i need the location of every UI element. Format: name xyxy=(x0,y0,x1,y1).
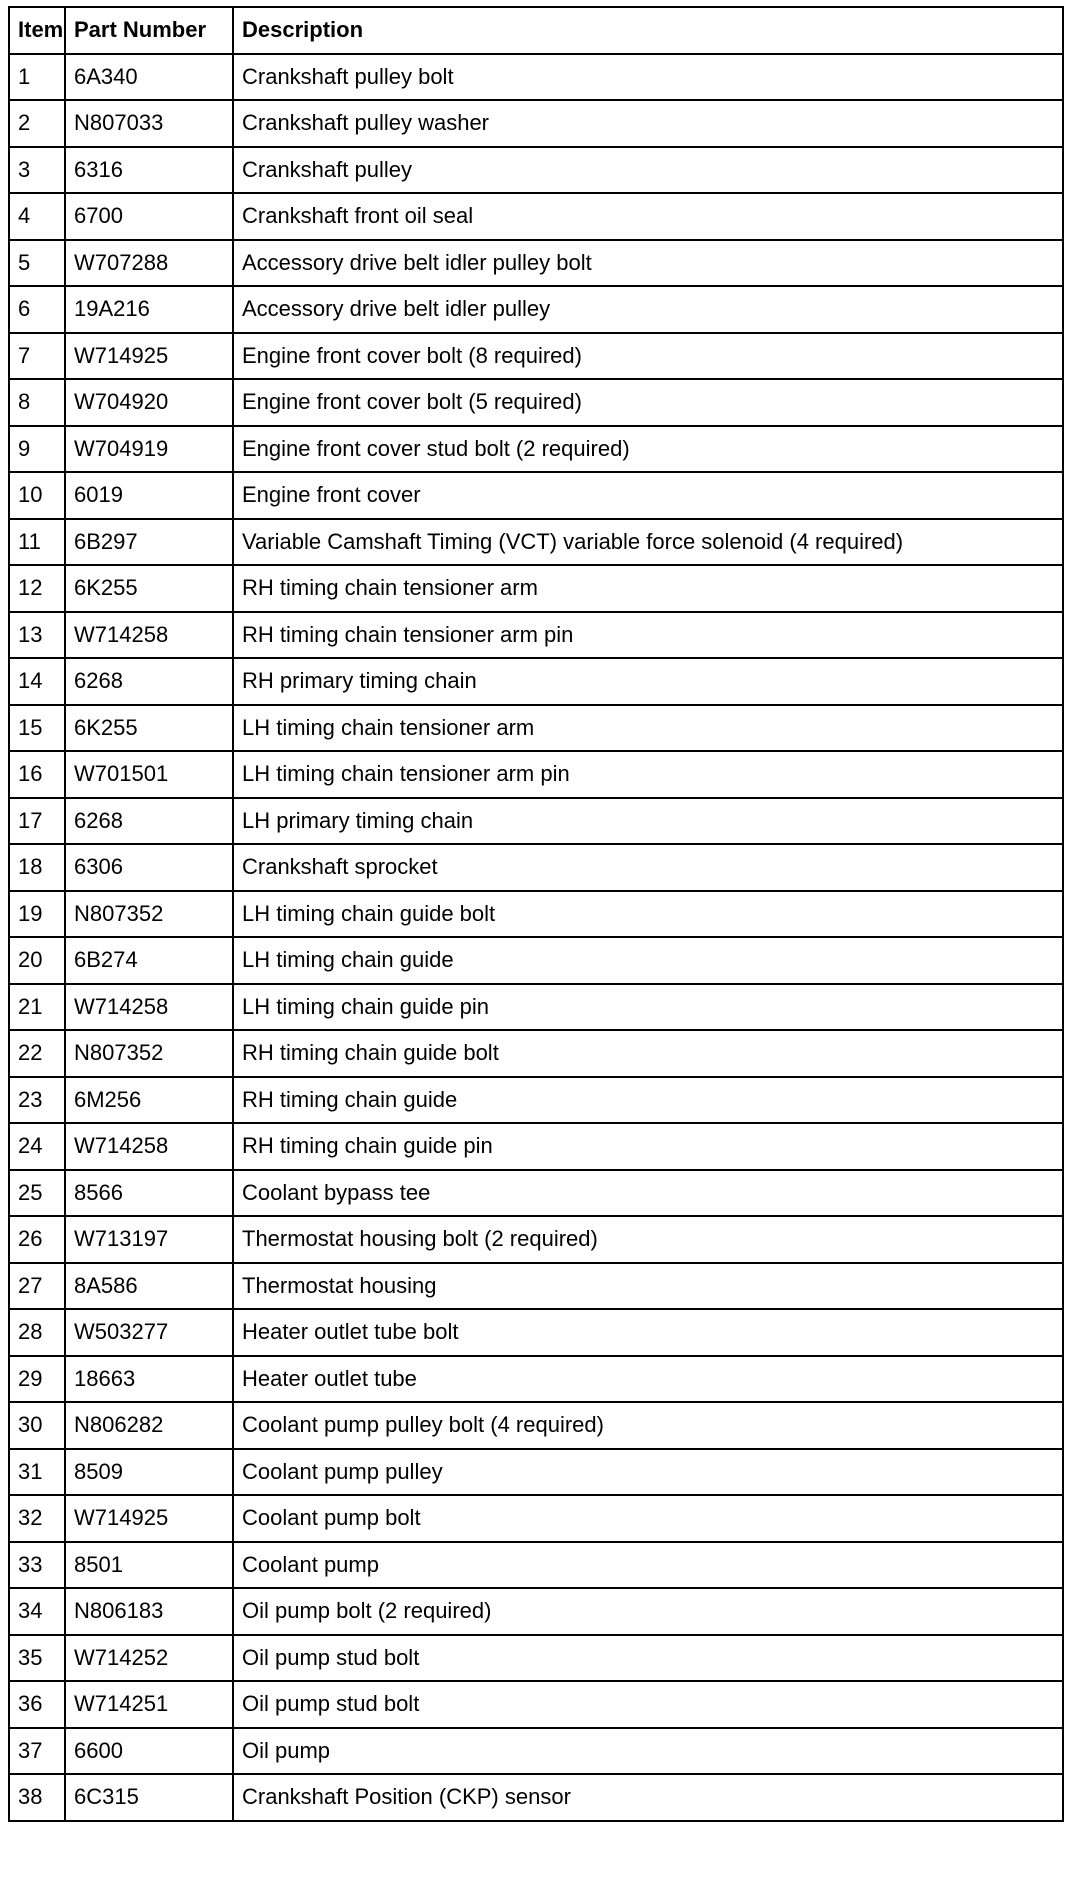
table-row xyxy=(9,379,1063,426)
cell-description: Oil pump stud bolt xyxy=(233,1681,1063,1728)
cell-description: RH timing chain tensioner arm pin xyxy=(233,612,1063,659)
cell-item: 4 xyxy=(9,193,65,240)
cell-description: RH timing chain guide pin xyxy=(233,1123,1063,1170)
table-row xyxy=(9,1495,1063,1542)
table-row xyxy=(9,1774,1063,1821)
cell-part-number: N807033 xyxy=(65,100,233,147)
table-row xyxy=(9,1263,1063,1310)
cell-part-number: 6A340 xyxy=(65,54,233,101)
cell-item: 20 xyxy=(9,937,65,984)
cell-part-number: 6019 xyxy=(65,472,233,519)
cell-item: 18 xyxy=(9,844,65,891)
table-row xyxy=(9,519,1063,566)
cell-item: 11 xyxy=(9,519,65,566)
cell-description: LH timing chain guide pin xyxy=(233,984,1063,1031)
cell-description: Engine front cover bolt (8 required) xyxy=(233,333,1063,380)
cell-item: 36 xyxy=(9,1681,65,1728)
cell-item: 7 xyxy=(9,333,65,380)
cell-item: 27 xyxy=(9,1263,65,1310)
cell-part-number: N807352 xyxy=(65,891,233,938)
cell-part-number: 6B297 xyxy=(65,519,233,566)
cell-part-number: N807352 xyxy=(65,1030,233,1077)
header-description: Description xyxy=(233,7,1063,54)
cell-description: Engine front cover bolt (5 required) xyxy=(233,379,1063,426)
cell-description: RH timing chain tensioner arm xyxy=(233,565,1063,612)
cell-item: 2 xyxy=(9,100,65,147)
cell-description: Engine front cover xyxy=(233,472,1063,519)
cell-item: 38 xyxy=(9,1774,65,1821)
cell-part-number: 8566 xyxy=(65,1170,233,1217)
cell-item: 9 xyxy=(9,426,65,473)
cell-item: 6 xyxy=(9,286,65,333)
cell-part-number: W714258 xyxy=(65,984,233,1031)
cell-description: Coolant pump pulley xyxy=(233,1449,1063,1496)
cell-part-number: W707288 xyxy=(65,240,233,287)
cell-part-number: N806282 xyxy=(65,1402,233,1449)
cell-item: 21 xyxy=(9,984,65,1031)
cell-item: 23 xyxy=(9,1077,65,1124)
cell-description: Heater outlet tube xyxy=(233,1356,1063,1403)
cell-description: Coolant pump bolt xyxy=(233,1495,1063,1542)
table-row xyxy=(9,1449,1063,1496)
cell-description: Accessory drive belt idler pulley xyxy=(233,286,1063,333)
cell-item: 22 xyxy=(9,1030,65,1077)
cell-part-number: W701501 xyxy=(65,751,233,798)
cell-part-number: 6268 xyxy=(65,658,233,705)
cell-part-number: W714251 xyxy=(65,1681,233,1728)
cell-item: 30 xyxy=(9,1402,65,1449)
table-row xyxy=(9,240,1063,287)
table-row xyxy=(9,1030,1063,1077)
cell-item: 34 xyxy=(9,1588,65,1635)
table-row xyxy=(9,1542,1063,1589)
cell-description: LH timing chain guide bolt xyxy=(233,891,1063,938)
table-row xyxy=(9,1402,1063,1449)
cell-description: Oil pump stud bolt xyxy=(233,1635,1063,1682)
cell-part-number: W704920 xyxy=(65,379,233,426)
cell-part-number: 8501 xyxy=(65,1542,233,1589)
cell-part-number: 6316 xyxy=(65,147,233,194)
cell-item: 25 xyxy=(9,1170,65,1217)
cell-description: Crankshaft pulley bolt xyxy=(233,54,1063,101)
cell-part-number: 6K255 xyxy=(65,565,233,612)
cell-description: Accessory drive belt idler pulley bolt xyxy=(233,240,1063,287)
cell-item: 14 xyxy=(9,658,65,705)
table-row xyxy=(9,984,1063,1031)
cell-part-number: W714925 xyxy=(65,333,233,380)
table-row xyxy=(9,1635,1063,1682)
cell-part-number: 6M256 xyxy=(65,1077,233,1124)
table-row xyxy=(9,798,1063,845)
cell-item: 1 xyxy=(9,54,65,101)
header-part-number: Part Number xyxy=(65,7,233,54)
cell-part-number: 8509 xyxy=(65,1449,233,1496)
cell-item: 29 xyxy=(9,1356,65,1403)
cell-description: LH timing chain tensioner arm pin xyxy=(233,751,1063,798)
cell-part-number: 6K255 xyxy=(65,705,233,752)
cell-part-number: 6600 xyxy=(65,1728,233,1775)
table-row xyxy=(9,426,1063,473)
cell-item: 8 xyxy=(9,379,65,426)
cell-item: 28 xyxy=(9,1309,65,1356)
cell-part-number: W714258 xyxy=(65,1123,233,1170)
cell-part-number: N806183 xyxy=(65,1588,233,1635)
table-row xyxy=(9,472,1063,519)
cell-part-number: 6C315 xyxy=(65,1774,233,1821)
table-row xyxy=(9,565,1063,612)
table-row xyxy=(9,844,1063,891)
table-row xyxy=(9,1123,1063,1170)
cell-description: LH timing chain guide xyxy=(233,937,1063,984)
cell-item: 15 xyxy=(9,705,65,752)
cell-description: Crankshaft pulley xyxy=(233,147,1063,194)
cell-part-number: 6306 xyxy=(65,844,233,891)
cell-part-number: W714252 xyxy=(65,1635,233,1682)
cell-description: RH primary timing chain xyxy=(233,658,1063,705)
cell-part-number: 18663 xyxy=(65,1356,233,1403)
header-row xyxy=(9,7,1063,54)
table-row xyxy=(9,333,1063,380)
cell-item: 37 xyxy=(9,1728,65,1775)
table-row xyxy=(9,54,1063,101)
table-body xyxy=(9,54,1063,1821)
cell-item: 33 xyxy=(9,1542,65,1589)
cell-part-number: W714258 xyxy=(65,612,233,659)
table-row xyxy=(9,1356,1063,1403)
cell-description: RH timing chain guide bolt xyxy=(233,1030,1063,1077)
cell-description: Thermostat housing bolt (2 required) xyxy=(233,1216,1063,1263)
table-row xyxy=(9,612,1063,659)
cell-item: 19 xyxy=(9,891,65,938)
cell-description: Variable Camshaft Timing (VCT) variable force solenoid (4 required) xyxy=(233,519,1063,566)
cell-description: LH primary timing chain xyxy=(233,798,1063,845)
table-row xyxy=(9,705,1063,752)
cell-part-number: W714925 xyxy=(65,1495,233,1542)
cell-item: 13 xyxy=(9,612,65,659)
table-row xyxy=(9,1170,1063,1217)
cell-description: Crankshaft sprocket xyxy=(233,844,1063,891)
cell-description: RH timing chain guide xyxy=(233,1077,1063,1124)
cell-part-number: 19A216 xyxy=(65,286,233,333)
table-row xyxy=(9,891,1063,938)
cell-item: 3 xyxy=(9,147,65,194)
table-row xyxy=(9,751,1063,798)
cell-item: 5 xyxy=(9,240,65,287)
header-item: Item xyxy=(9,7,65,54)
cell-item: 32 xyxy=(9,1495,65,1542)
cell-part-number: 8A586 xyxy=(65,1263,233,1310)
cell-description: Oil pump bolt (2 required) xyxy=(233,1588,1063,1635)
table-row xyxy=(9,286,1063,333)
cell-description: Coolant bypass tee xyxy=(233,1170,1063,1217)
cell-part-number: 6B274 xyxy=(65,937,233,984)
cell-part-number: W704919 xyxy=(65,426,233,473)
cell-part-number: W713197 xyxy=(65,1216,233,1263)
table-header xyxy=(9,7,1063,54)
table-row xyxy=(9,1681,1063,1728)
cell-item: 10 xyxy=(9,472,65,519)
cell-item: 24 xyxy=(9,1123,65,1170)
cell-part-number: 6700 xyxy=(65,193,233,240)
cell-item: 35 xyxy=(9,1635,65,1682)
table-row xyxy=(9,1728,1063,1775)
table-row xyxy=(9,1309,1063,1356)
cell-item: 26 xyxy=(9,1216,65,1263)
cell-item: 31 xyxy=(9,1449,65,1496)
parts-table xyxy=(8,6,1064,1822)
cell-description: Crankshaft Position (CKP) sensor xyxy=(233,1774,1063,1821)
cell-description: Heater outlet tube bolt xyxy=(233,1309,1063,1356)
table-row xyxy=(9,100,1063,147)
table-row xyxy=(9,937,1063,984)
cell-description: LH timing chain tensioner arm xyxy=(233,705,1063,752)
cell-item: 17 xyxy=(9,798,65,845)
table-row xyxy=(9,193,1063,240)
cell-description: Engine front cover stud bolt (2 required) xyxy=(233,426,1063,473)
table-row xyxy=(9,1216,1063,1263)
cell-description: Coolant pump pulley bolt (4 required) xyxy=(233,1402,1063,1449)
table-row xyxy=(9,1077,1063,1124)
table-row xyxy=(9,1588,1063,1635)
cell-item: 16 xyxy=(9,751,65,798)
cell-description: Crankshaft pulley washer xyxy=(233,100,1063,147)
cell-part-number: W503277 xyxy=(65,1309,233,1356)
table-row xyxy=(9,147,1063,194)
cell-part-number: 6268 xyxy=(65,798,233,845)
cell-description: Crankshaft front oil seal xyxy=(233,193,1063,240)
cell-description: Coolant pump xyxy=(233,1542,1063,1589)
cell-description: Thermostat housing xyxy=(233,1263,1063,1310)
cell-item: 12 xyxy=(9,565,65,612)
table-row xyxy=(9,658,1063,705)
cell-description: Oil pump xyxy=(233,1728,1063,1775)
